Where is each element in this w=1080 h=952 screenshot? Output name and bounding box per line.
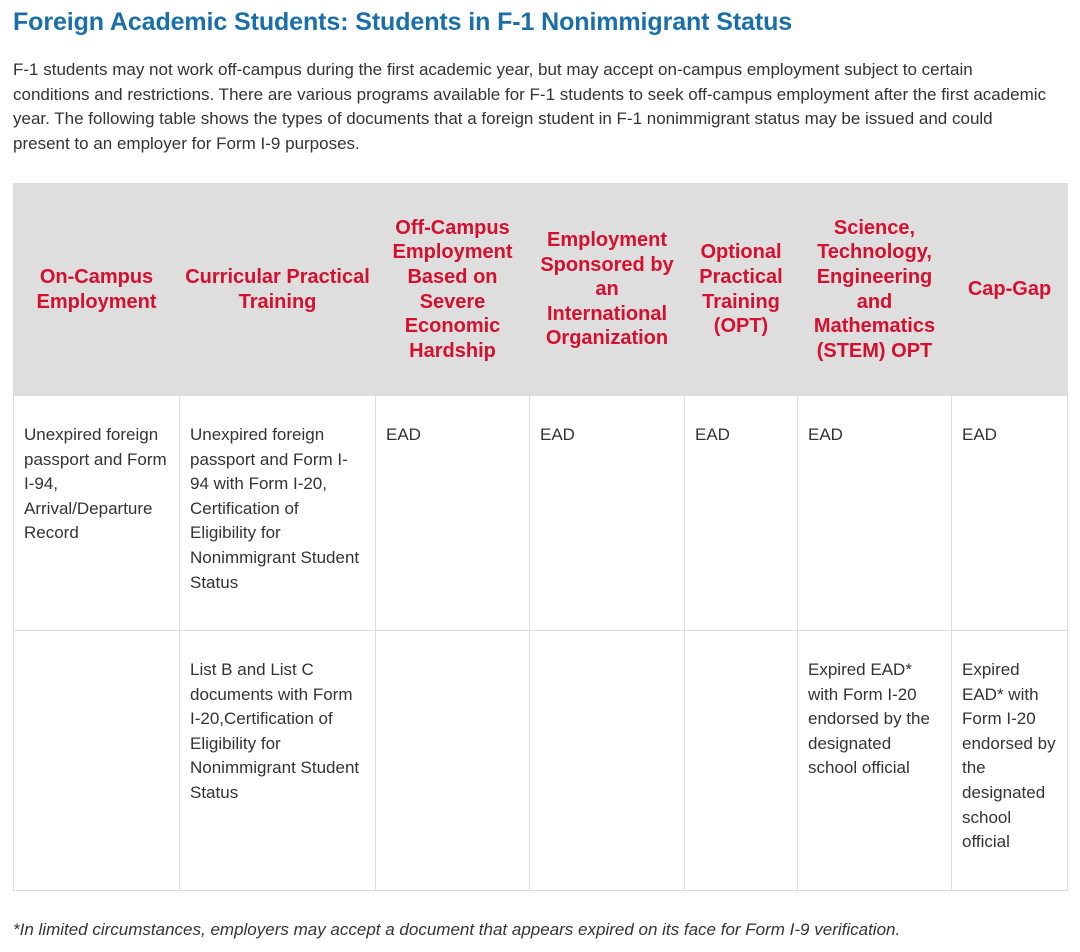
table-cell — [376, 631, 530, 891]
table-cell: EAD — [798, 396, 952, 631]
header-cap-gap: Cap-Gap — [952, 184, 1068, 396]
table-row — [14, 396, 1068, 631]
table-cell: EAD — [530, 396, 685, 631]
documents-table — [13, 183, 1068, 891]
table-cell: EAD — [376, 396, 530, 631]
table-row — [14, 631, 1068, 891]
header-opt: Optional Practical Training (OPT) — [685, 184, 798, 396]
footnote: *In limited circumstances, employers may accept a document that appears expired on its face for Form I-9 verification. — [13, 920, 901, 939]
header-curricular-practical-training: Curricular Practical Training — [180, 184, 376, 396]
table-cell: List B and List C documents with Form I-20,Certification of Eligibility for Nonimmigrant Student Status — [180, 631, 376, 891]
table-cell: Unexpired foreign passport and Form I-94, Arrival/Departure Record — [14, 396, 180, 631]
table-cell — [14, 631, 180, 891]
table-cell: Expired EAD* with Form I-20 endorsed by the designated school official — [798, 631, 952, 891]
table-cell: EAD — [952, 396, 1068, 631]
table-cell: Expired EAD* with Form I-20 endorsed by the designated school official — [952, 631, 1068, 891]
table-header-row — [14, 184, 1068, 396]
table-cell: Unexpired foreign passport and Form I-94 with Form I-20, Certification of Eligibility for Nonimmigrant Student Status — [180, 396, 376, 631]
header-on-campus-employment: On-Campus Employment — [14, 184, 180, 396]
table-cell — [530, 631, 685, 891]
page-title: Foreign Academic Students: Students in F-1 Nonimmigrant Status — [13, 8, 793, 36]
header-stem-opt: Science, Technology, Engineering and Mathematics (STEM) OPT — [798, 184, 952, 396]
header-international-organization: Employment Sponsored by an International Organization — [530, 184, 685, 396]
intro-paragraph: F-1 students may not work off-campus during the first academic year, but may accept on-campus employment subject to certain conditions and restrictions. There are various programs available for F-1 students to seek off-campus employment after the first academic year. The following table shows the types of documents that a foreign student in F-1 nonimmigrant status may be issued and could present to an employer for Form I-9 purposes. — [13, 60, 1047, 153]
table-cell: EAD — [685, 396, 798, 631]
header-off-campus-severe-hardship: Off-Campus Employment Based on Severe Economic Hardship — [376, 184, 530, 396]
table-cell — [685, 631, 798, 891]
